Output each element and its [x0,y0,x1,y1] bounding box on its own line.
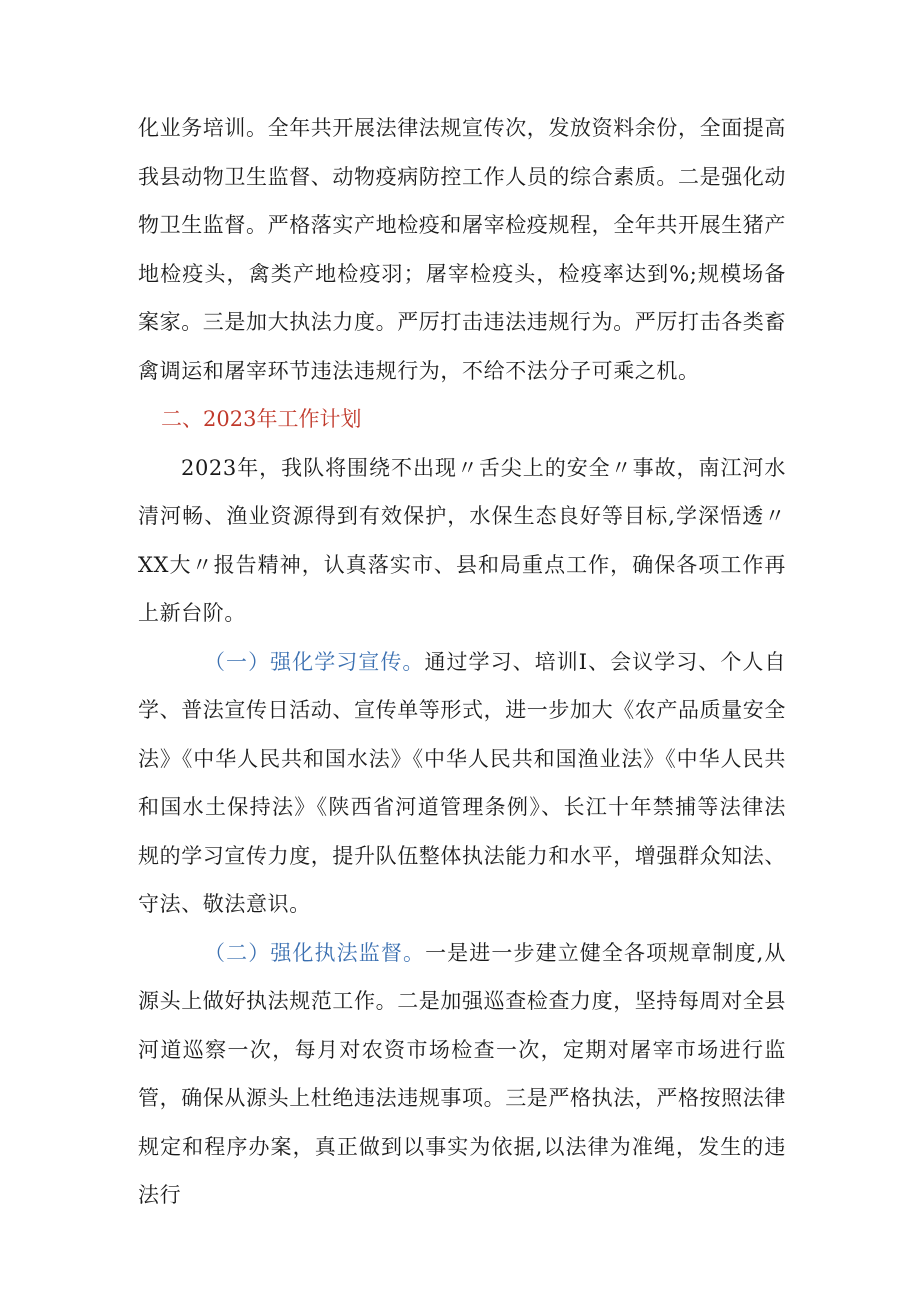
item-2-heading: （二）强化执法监督。 [204,940,426,965]
paragraph-summary: 化业务培训。全年共开展法律法规宣传次，发放资料余份，全面提高我县动物卫生监督、动物疫病防控工作人员的综合素质。二是强化动物卫生监督。严格落实产地检疫和屠宰检疫规程，全年共开展生猪产地检疫头，禽类产地检疫羽；屠宰检疫头，检疫率达到%;规模场备案家。三是加大执法力度。严厉打击违法违规行为。严厉打击各类畜禽调运和屠宰环节违法违规行为，不给不法分子可乘之机。 [138,116,786,383]
paragraph-item-2 [138,929,786,1220]
section-heading-work-plan: 二、2023年工作计划 [161,407,362,431]
item-1-body: 通过学习、培训I、会议学习、个人自学、普法宣传日活动、宣传单等形式，进一步加大《农产品质量安全法》《中华人民共和国水法》《中华人民共和国渔业法》《中华人民共和国水土保持法》《陕西省河道管理条例》、长江十年禁捕等法律法规的学习宣传力度，提升队伍整体执法能力和水平，增强群众知法、守法、敬法意识。 [138,649,787,916]
item-2-body: 一是进一步建立健全各项规章制度,从源头上做好执法规范工作。二是加强巡查检查力度，坚持每周对全县河道巡察一次，每月对农资市场检查一次，定期对屠宰市场进行监管，确保从源头上杜绝违法违规事项。三是严格执法，严格按照法律规定和程序办案，真正做到以事实为依据,以法律为准绳，发生的违法行 [138,940,787,1207]
paragraph-work-plan-intro: 2023年，我队将围绕不出现〃舌尖上的安全〃事故，南江河水清河畅、渔业资源得到有效保护，水保生态良好等目标,学深悟透〃XX大〃报告精神，认真落实市、县和局重点工作，确保各项工作再上新台阶。 [138,455,786,625]
document-page [138,104,786,1220]
item-1-heading: （一）强化学习宣传。 [204,649,425,674]
paragraph-item-1 [138,638,786,929]
